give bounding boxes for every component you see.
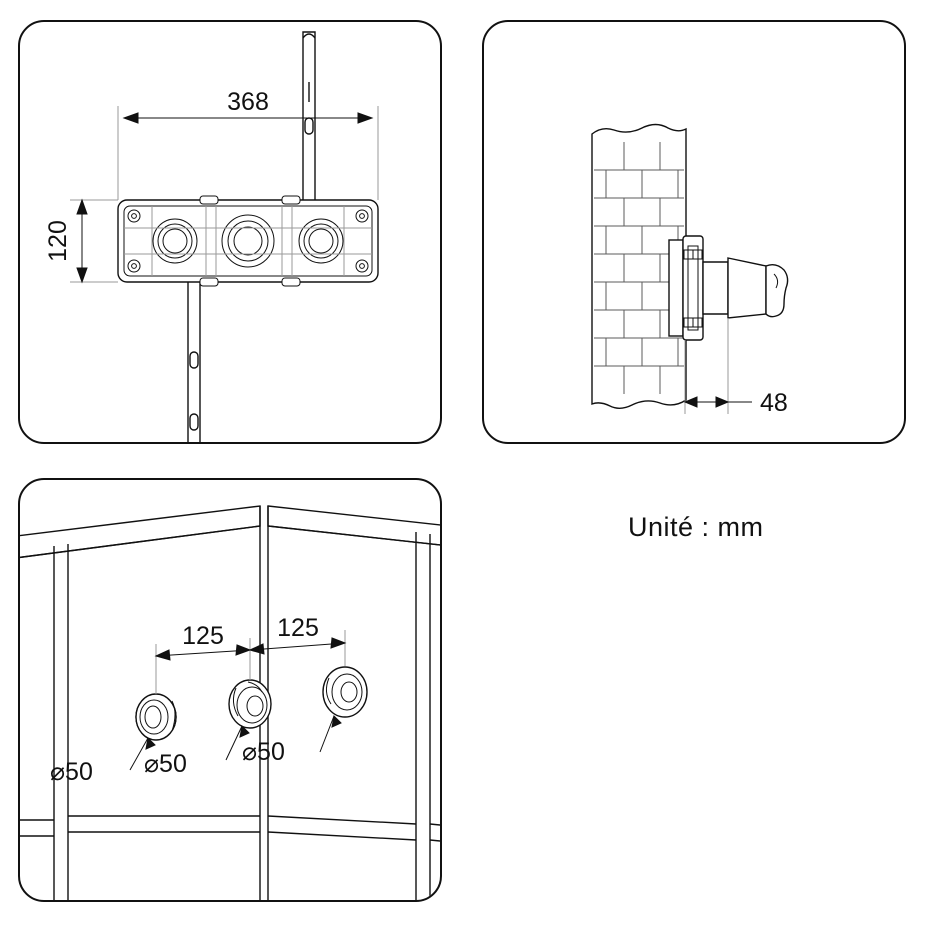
diameter-label-left: ⌀50 — [50, 758, 93, 786]
side-section-drawing — [484, 22, 904, 442]
unit-note: Unité : mm — [628, 512, 764, 542]
mounting-plate-body — [118, 196, 378, 286]
dimension-label-125-left: 125 — [182, 622, 224, 650]
outlet-right-detail — [323, 667, 367, 717]
panel-front-view — [18, 20, 442, 444]
dimension-label-125-right: 125 — [277, 614, 319, 642]
plate-section — [669, 236, 703, 340]
dimension-label-120: 120 — [44, 220, 72, 262]
outlet-centre-detail — [229, 680, 271, 728]
panel-installed-perspective — [18, 478, 442, 902]
dimension-368 — [118, 106, 378, 200]
panel-side-section-view — [482, 20, 906, 444]
dimension-label-48: 48 — [760, 389, 788, 417]
outlet-spigot — [703, 258, 788, 318]
outlet-left-detail — [136, 694, 176, 740]
diameter-label-centre: ⌀50 — [144, 750, 187, 778]
dimension-label-368: 368 — [227, 88, 269, 116]
diameter-label-right: ⌀50 — [242, 738, 285, 766]
front-view-drawing — [20, 22, 440, 442]
installed-perspective-drawing — [20, 480, 440, 900]
dimension-120 — [70, 200, 118, 282]
